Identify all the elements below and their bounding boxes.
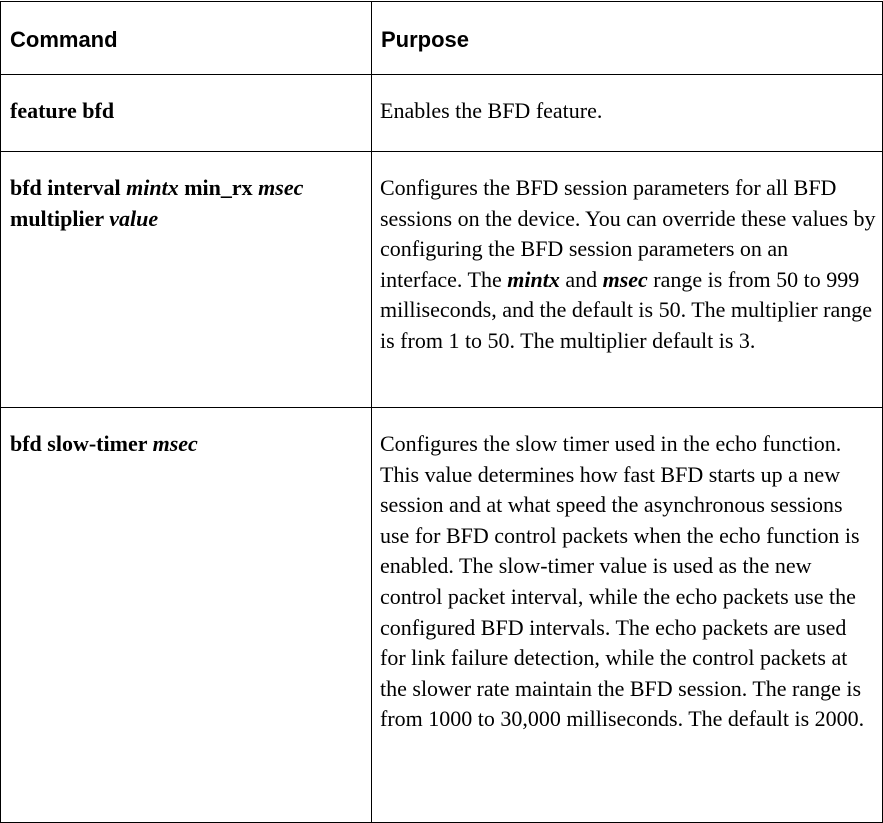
purpose-text: Enables the BFD feature. [380, 98, 603, 123]
command-text: feature bfd [10, 98, 115, 123]
command-keyword: multiplier [10, 205, 110, 231]
purpose-argument: mintx [507, 266, 560, 292]
purpose-text: Configures the BFD session parameters for all BFD sessions on the device. You can override these values by configuring the BFD session parameters on an interface. The [380, 175, 876, 292]
command-cell [1, 152, 372, 408]
table-row [1, 75, 883, 152]
purpose-text: range is from 50 to 999 milliseconds, and the default is 50. The multiplier range is from 1 to 50. The multiplier default is 3. [380, 266, 873, 353]
command-keyword: bfd interval [10, 175, 127, 200]
command-argument: mintx [126, 175, 179, 200]
table-row [1, 408, 883, 823]
command-argument: msec [258, 175, 304, 200]
table-header-row [1, 2, 883, 75]
command-keyword: bfd slow-timer [10, 431, 153, 456]
purpose-argument: msec [602, 266, 648, 292]
command-table [0, 1, 883, 823]
purpose-cell [372, 152, 883, 408]
purpose-text: and [559, 266, 603, 292]
header-command: Command [1, 2, 372, 75]
command-keyword: min_rx [178, 175, 259, 200]
header-purpose: Purpose [372, 2, 883, 75]
command-cell [1, 75, 372, 152]
command-argument: value [109, 205, 159, 231]
table-row [1, 152, 883, 408]
command-cell [1, 408, 372, 823]
purpose-text: Configures the slow timer used in the echo function. This value determines how fast BFD starts up a new session and at what speed the asynchronous sessions use for BFD control packets when the echo function is enabled. The slow-timer value is used as the new control packet interval, while the echo packets use the configured BFD intervals. The echo packets are used for link failure detection, while the control packets at the slower rate maintain the BFD session. The range is from 1000 to 30,000 milliseconds. The default is 2000. [380, 431, 865, 732]
purpose-cell [372, 75, 883, 152]
command-argument: msec [152, 431, 198, 456]
purpose-cell [372, 408, 883, 823]
